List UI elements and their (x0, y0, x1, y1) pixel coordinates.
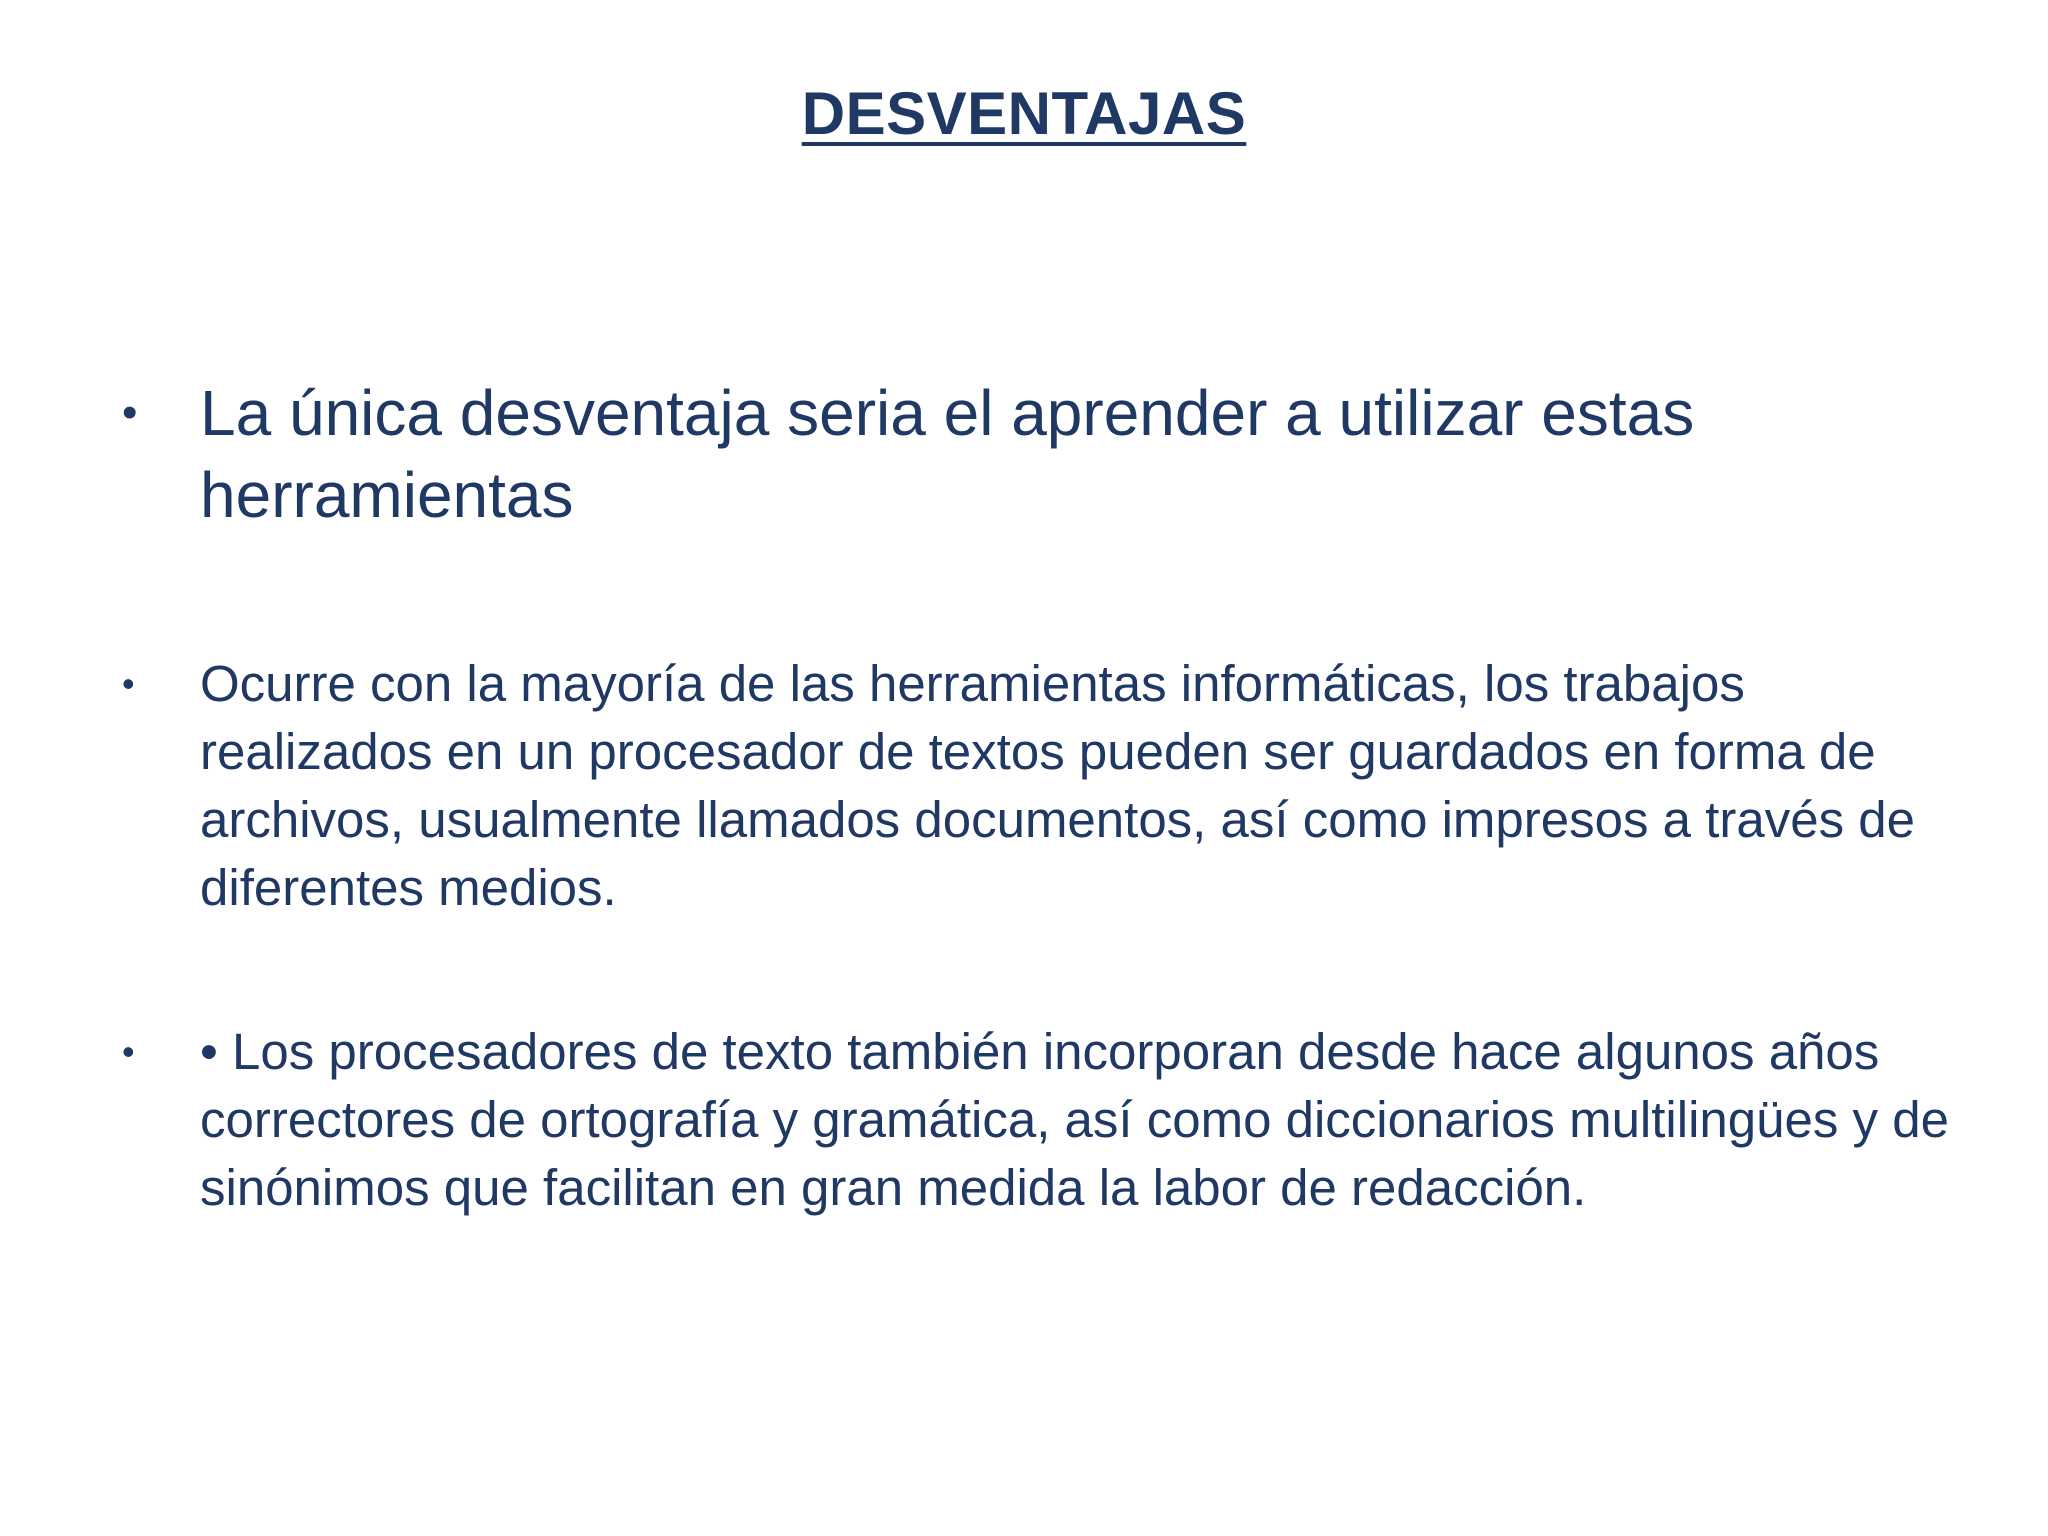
slide-title-text: DESVENTAJAS (801, 80, 1247, 147)
bullet-text: La única desventaja seria el aprender a utilizar estas herramientas (200, 377, 1695, 531)
bullet-text: • Los procesadores de texto también incorporan desde hace algunos años correctores de ortografía y gramática, así como diccionarios multilingües y de sinónimos que facilitan en gran medida la labor de redacción. (200, 1023, 1949, 1216)
bullet-marker: • (122, 388, 138, 437)
bullet-marker: • (122, 1031, 135, 1072)
bullet-marker: • (122, 663, 135, 704)
bullet-text: Ocurre con la mayoría de las herramientas informáticas, los trabajos realizados en un procesador de textos pueden ser guardados en forma de archivos, usualmente llamados documentos, así como impresos a través de diferentes medios. (200, 655, 1915, 916)
